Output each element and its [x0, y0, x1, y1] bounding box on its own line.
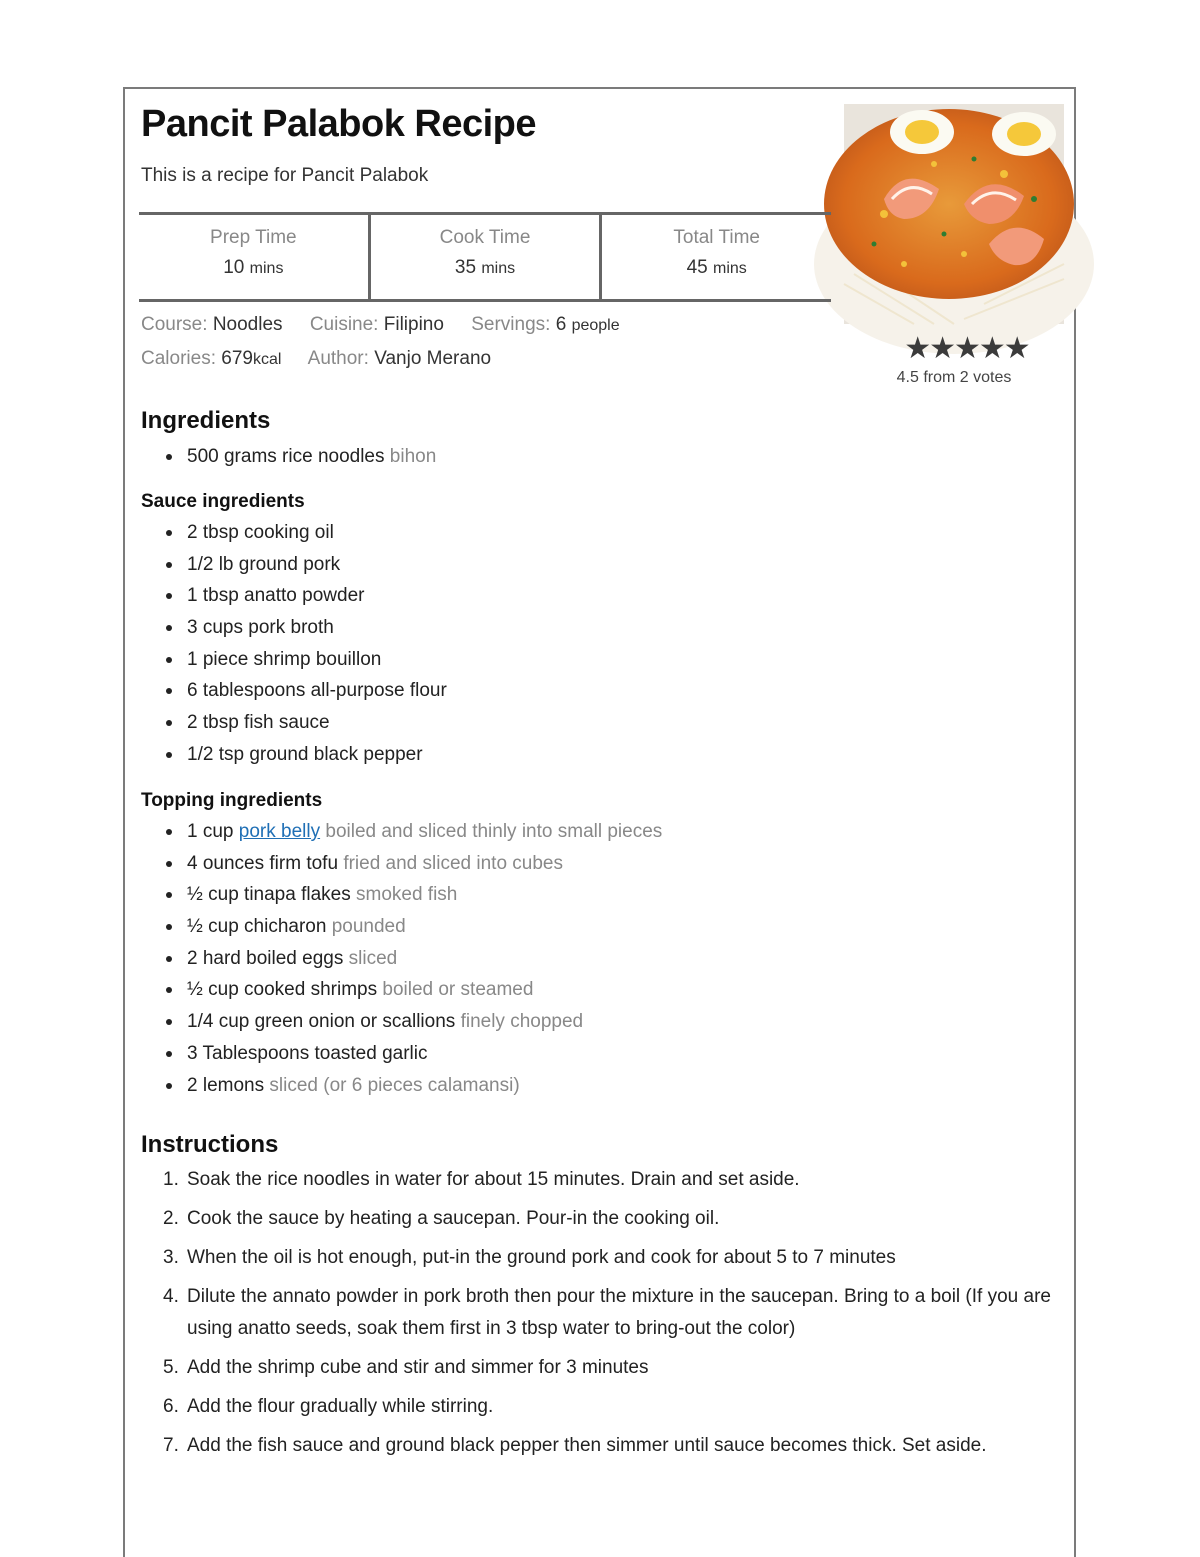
- meta-row-2: [141, 348, 513, 370]
- list-item: 3 Tablespoons toasted garlic: [141, 1038, 662, 1070]
- instructions-heading: Instructions: [141, 1131, 279, 1158]
- recipe-title: Pancit Palabok Recipe: [141, 103, 536, 145]
- pork-belly-link[interactable]: pork belly: [238, 821, 321, 842]
- list-item: ½ cup tinapa flakes smoked fish: [141, 879, 662, 911]
- total-time-unit: mins: [713, 260, 747, 277]
- topping-ingredients-list: [141, 816, 662, 1101]
- prep-time-label: Prep Time: [210, 227, 297, 248]
- ingredients-heading: Ingredients: [141, 407, 271, 434]
- list-item: 1/4 cup green onion or scallions finely chopped: [141, 1006, 662, 1038]
- rating-votes: 4.5 from 2 votes: [896, 369, 1012, 386]
- list-item: 6 tablespoons all-purpose flour: [141, 675, 447, 707]
- list-item: 3 cups pork broth: [141, 612, 447, 644]
- cook-time-unit: mins: [481, 260, 516, 277]
- cook-time: [368, 215, 600, 299]
- prep-time-value: 10: [223, 257, 245, 278]
- list-item: 1/2 lb ground pork: [141, 549, 447, 581]
- list-item: 500 grams rice noodles bihon: [141, 441, 436, 473]
- meta-row-1: [141, 314, 642, 336]
- total-time-label: Total Time: [673, 227, 760, 248]
- rating-widget[interactable]: [844, 333, 1064, 387]
- instruction-step: 1. Soak the rice noodles in water for about 15 minutes. Drain and set aside.: [163, 1169, 800, 1190]
- recipe-photo-illustration: [844, 104, 1064, 324]
- instruction-step: 6. Add the flour gradually while stirring.: [163, 1396, 494, 1417]
- instructions-list: [141, 1164, 1061, 1469]
- list-item: ½ cup cooked shrimps boiled or steamed: [141, 974, 662, 1006]
- list-item: ½ cup chicharon pounded: [141, 911, 662, 943]
- sauce-ingredients-list: [141, 517, 447, 771]
- instruction-step: 4. Dilute the annato powder in pork broth then pour the mixture in the saucepan. Bring to a boil (If you are using anatto seeds, soak them first in 3 tbsp water to bring-out the color): [163, 1286, 1051, 1339]
- instruction-step: 2. Cook the sauce by heating a saucepan. Pour-in the cooking oil.: [163, 1208, 720, 1229]
- time-summary: [139, 212, 831, 302]
- total-time-value: 45: [686, 257, 708, 278]
- list-item: 1/2 tsp ground black pepper: [141, 739, 447, 771]
- prep-time-unit: mins: [249, 260, 284, 277]
- meta-servings[interactable]: Servings: 6 people: [471, 314, 620, 335]
- meta-author: Author: Vanjo Merano: [307, 348, 492, 369]
- list-item: 1 cup pork belly boiled and sliced thinly into small pieces: [141, 816, 662, 848]
- list-item: 1 tbsp anatto powder: [141, 580, 447, 612]
- list-item: 2 tbsp cooking oil: [141, 517, 447, 549]
- sauce-ingredients-heading: Sauce ingredients: [141, 491, 305, 512]
- rating-stars-icon[interactable]: ★★★★★: [904, 332, 1029, 365]
- recipe-photo[interactable]: [844, 104, 1064, 324]
- list-item: 4 ounces firm tofu fried and sliced into cubes: [141, 848, 662, 880]
- cook-time-label: Cook Time: [439, 227, 531, 248]
- instruction-step: 5. Add the shrimp cube and stir and simmer for 3 minutes: [163, 1357, 649, 1378]
- instruction-step: 3. When the oil is hot enough, put-in the ground pork and cook for about 5 to 7 minutes: [163, 1247, 896, 1268]
- instruction-step: 7. Add the fish sauce and ground black pepper then simmer until sauce becomes thick. Set aside.: [163, 1435, 987, 1456]
- topping-ingredients-heading: Topping ingredients: [141, 790, 323, 811]
- meta-course: Course: Noodles: [141, 314, 283, 335]
- meta-calories: Calories: 679kcal: [141, 348, 282, 369]
- meta-cuisine: Cuisine: Filipino: [309, 314, 444, 335]
- list-item: 2 hard boiled eggs sliced: [141, 943, 662, 975]
- main-ingredients-list: [141, 441, 436, 473]
- total-time: [599, 215, 831, 299]
- list-item: 1 piece shrimp bouillon: [141, 644, 447, 676]
- recipe-summary: This is a recipe for Pancit Palabok: [141, 165, 429, 186]
- recipe-card: [123, 87, 1076, 1557]
- cook-time-value: 35: [454, 257, 477, 278]
- prep-time: [139, 215, 368, 299]
- list-item: 2 tbsp fish sauce: [141, 707, 447, 739]
- list-item: 2 lemons sliced (or 6 pieces calamansi): [141, 1070, 662, 1102]
